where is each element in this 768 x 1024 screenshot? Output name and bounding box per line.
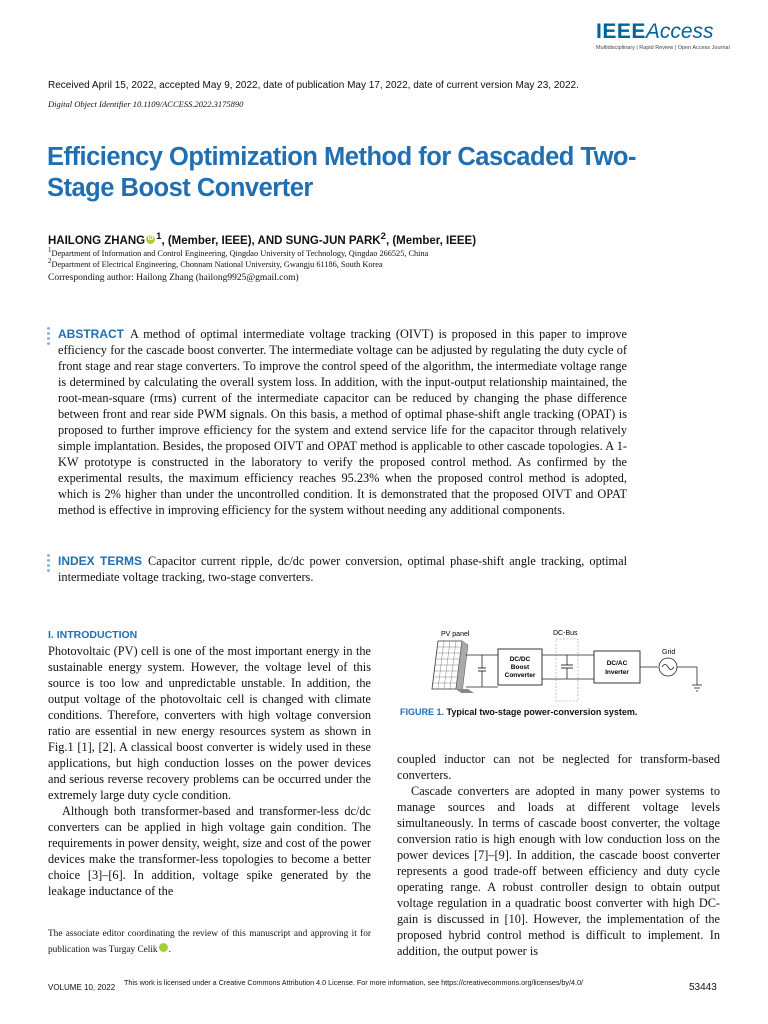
author-2-role: , (Member, IEEE) xyxy=(385,234,477,247)
affiliation-2-text: Department of Electrical Engineering, Chonnam National University, Gwangju 61186, South Korea xyxy=(51,259,383,269)
author-1-name: HAILONG ZHANG xyxy=(48,234,146,247)
figure-1-caption xyxy=(400,707,637,717)
fig-label-dcdc-1: DC/DC xyxy=(509,656,531,663)
fig-label-dc-bus: DC-Bus xyxy=(553,630,578,637)
fig-label-dcdc-2: Boost xyxy=(510,664,530,671)
affiliation-2-mark: 2 xyxy=(48,258,52,265)
fig-label-pv-panel: PV panel xyxy=(441,631,470,638)
logo-ieee-text: IEEE xyxy=(596,20,646,43)
figure-1-caption-text: Typical two-stage power-conversion system. xyxy=(446,707,638,717)
intro-paragraph-1: Photovoltaic (PV) cell is one of the most important energy in the sustainable energy system. However, the voltage level of this source is too low and unpredictable unstable. In addition, the output voltage of the photovoltaic cell is changed with climate conditions. Therefore, converters with high voltage conversion ratio are essential in new energy resources system as shown in Fig.1 [1], [2]. A classical boost converter is widely used in these applications, but high conduction losses on the power devices and serious reverse recovery problems can be occurred under the extremely large duty cycle condition. xyxy=(48,644,371,802)
paper-title: Efficiency Optimization Method for Cascaded Two-Stage Boost Converter xyxy=(47,143,636,202)
logo-access-text: Access xyxy=(645,20,714,43)
figure-1-diagram xyxy=(400,627,722,705)
orcid-icon[interactable]: iD xyxy=(147,235,154,242)
author-1-affil-mark: 1 xyxy=(156,231,162,242)
affiliation-1-mark: 1 xyxy=(48,247,52,254)
author-2-affil-mark: 2 xyxy=(380,231,386,242)
affiliation-1 xyxy=(48,247,428,258)
dcac-inverter-box xyxy=(594,651,640,683)
corresponding-author: Corresponding author: Hailong Zhang (hailong9925@gmail.com) xyxy=(48,273,299,283)
fig-label-dcac-1: DC/AC xyxy=(606,660,628,667)
index-terms-dots-icon xyxy=(47,554,51,574)
page-number: 53443 xyxy=(689,982,717,993)
license-notice[interactable]: This work is licensed under a Creative Commons Attribution 4.0 License. For more information, see https://creativecommons.org/licenses/by/4.0/ xyxy=(124,978,584,987)
left-column xyxy=(48,643,371,899)
footnote: The associate editor coordinating the review of this manuscript and approving it for publication was Turgay Celik iD. xyxy=(48,929,371,955)
author-1-role: , (Member, IEEE), AND SUNG-JUN PARK xyxy=(161,234,381,247)
footnote-text: The associate editor coordinating the review of this manuscript and approving it for publication was Turgay Celik xyxy=(48,929,371,955)
right-paragraph-1: coupled inductor can not be neglected for transform-based converters. xyxy=(397,752,720,782)
right-paragraph-2: Cascade converters are adopted in many power systems to manage sources and loads at different voltage levels simultaneously. In terms of cascade boost converter, the voltage conversion ratio is high enough with low conduction loss on the power devices [7]–[9]. In addition, the cascade boost converter represents a good trade-off between efficiency and duty cycle operating range. A robust controller design to obtain output voltage regulation in a quadratic boost converter with high DC-gain is discussed in [10]. However, the implementation of the proposed hybrid control method is difficult to implement. In addition, the output power is xyxy=(397,784,720,958)
doi-line: Digital Object Identifier 10.1109/ACCESS.2022.3175890 xyxy=(48,99,244,109)
abstract-label: ABSTRACT xyxy=(58,327,124,341)
author-line xyxy=(48,231,476,247)
affiliation-2 xyxy=(48,258,383,269)
right-column xyxy=(397,751,720,959)
abstract-dots-icon xyxy=(47,327,51,347)
volume-label: VOLUME 10, 2022 xyxy=(48,983,116,992)
figure-1-caption-label: FIGURE 1. xyxy=(400,707,445,717)
fig-label-dcdc-3: Converter xyxy=(504,672,536,679)
affiliation-1-text: Department of Information and Control Engineering, Qingdao University of Technology, Qingdao 266525, China xyxy=(51,248,429,258)
logo-tagline: Multidisciplinary | Rapid Review | Open Access Journal xyxy=(596,45,730,51)
intro-paragraph-2: Although both transformer-based and transformer-less dc/dc converters can be applied in high voltage gain condition. The requirements in power density, weight, size and cost of the power devices make the transformer-less topologies to become a better choice [3]–[6]. In addition, voltage spike generated by the leakage inductance of the xyxy=(48,804,371,898)
section-heading-introduction: I. INTRODUCTION xyxy=(48,629,138,641)
abstract-block xyxy=(58,326,627,518)
editor-orcid-icon[interactable]: iD xyxy=(159,943,168,952)
pv-panel-icon xyxy=(432,641,474,693)
index-terms-label: INDEX TERMS xyxy=(58,554,143,568)
index-terms-block xyxy=(58,553,627,585)
fig-label-dcac-2: Inverter xyxy=(605,669,629,676)
fig-label-grid: Grid xyxy=(662,649,676,656)
index-terms-text: Capacitor current ripple, dc/dc power conversion, optimal phase-shift angle tracking, optimal intermediate voltage tracking, two-stage converters. xyxy=(58,554,627,584)
abstract-text: A method of optimal intermediate voltage tracking (OIVT) is proposed in this paper to improve efficiency for the cascade boost converter. The intermediate voltage can be adjusted by regulating the duty cycle of front stage and rear stage converters. To improve the control speed of the algorithm, the intermediate voltage range is determined by calculating the overall system loss. In addition, with the input-output relationship maintained, the root-mean-square (rms) current of the intermediate capacitor can be reduced by changing the phase difference between front and rear side PWM signals. On this basis, a method of optimal phase-shift angle tracking (OPAT) is proposed to further improve efficiency for the system and extend service life for the capacitor through relatively simple implantation. Besides, the proposed OIVT and OPAT method is applicable to other cascade topologies. A 1-KW prototype is constructed in the laboratory to verify the proposed control method. As confirmed by the experimental results, the maximum efficiency reaches 95.23% when the proposed control method is adopted, which is 2% higher than under the uncontrolled condition. It is demonstrated that the proposed OIVT and OPAT method is effective in improving efficiency for the system without needing any additional components. xyxy=(58,327,627,517)
received-dates: Received April 15, 2022, accepted May 9, 2022, date of publication May 17, 2022, date of current version May 23, 2022. xyxy=(48,80,579,91)
ieee-access-logo xyxy=(596,20,736,60)
